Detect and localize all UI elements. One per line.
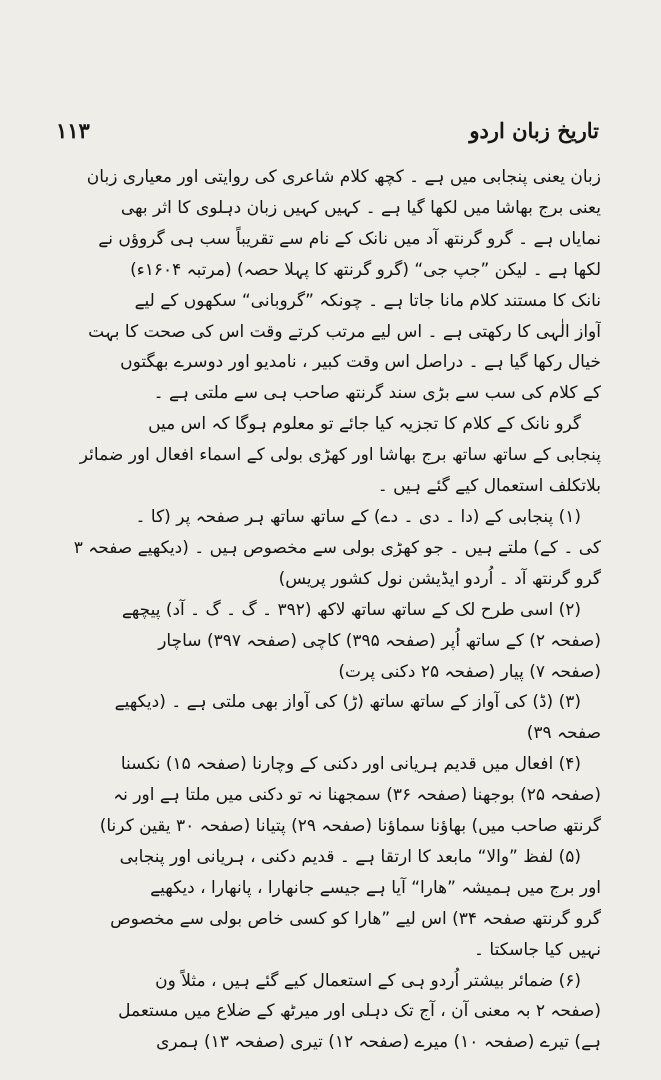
- text-line: بلاتکلف استعمال کیے گئے ہیں ۔: [377, 476, 601, 497]
- body-text: [56, 162, 601, 1053]
- text-line: آواز الٰہی کا رکھتی ہے ۔ اس لیے مرتب کرتے وقت اس کی صحت کا بہت: [88, 321, 601, 342]
- text-line: (۶) ضمائر بیشتر اُردو ہی کے استعمال کیے گئے ہیں ، مثلاً ون: [155, 970, 581, 991]
- running-title: تاریخ زبان اردو: [469, 118, 599, 143]
- page-number: ۱۱۳: [56, 118, 90, 143]
- text-line: کے کلام کی سب سے بڑی سند گرنتھ صاحب ہی سے ملتی ہے ۔: [153, 383, 601, 404]
- text-line: یعنی برج بھاشا میں لکھا گیا ہے ۔ کہیں کہیں زبان دہلوی کا اثر بھی: [120, 197, 601, 218]
- text-line: ہے) تیرے (صفحہ ۱۰) میرے (صفحہ ۱۲) تیری (صفحہ ۱۳) ہمری: [156, 1032, 601, 1053]
- text-line: نہیں کیا جاسکتا ۔: [474, 939, 601, 960]
- text-line: (صفحہ ۷) پیار (صفحہ ۲۵ دکنی پرت): [338, 661, 601, 682]
- text-line: اور برج میں ہمیشہ ”ھارا“ آیا ہے جیسے جانھارا ، پانھارا ، دیکھیے: [150, 877, 601, 898]
- text-line: (۴) افعال میں قدیم ہریانی اور دکنی کے وچارنا (صفحہ ۱۵) نکسنا: [120, 754, 581, 775]
- text-line: (صفحہ ۲) کے ساتھ اُپر (صفحہ ۳۹۵) کاچی (صفحہ ۳۹۷) ساچار: [158, 630, 601, 651]
- text-line: پنجابی کے ساتھ ساتھ برج بھاشا اور کھڑی بولی کے اسماء افعال اور ضمائر: [79, 445, 601, 466]
- text-line: خیال رکھا گیا ہے ۔ دراصل اس وقت کبیر ، نامدیو اور دوسرے بھگتوں: [120, 352, 601, 373]
- text-line: زبان یعنی پنجابی میں ہے ۔ کچھ کلام شاعری کی روایتی اور معیاری زبان: [86, 167, 601, 187]
- text-line: (۳) (ڈ) کی آواز کے ساتھ ساتھ (ڑ) کی آواز بھی ملتی ہے ۔ (دیکھیے: [114, 692, 581, 713]
- text-line: گرو گرنتھ آد ۔ اُردو ایڈیشن نول کشور پریس): [278, 568, 601, 589]
- text-line: صفحہ ۳۹): [526, 723, 601, 744]
- text-line: نمایاں ہے ۔ گرو گرنتھ آد میں نانک کے نام سے تقریباً سب ہی گروؤں نے: [98, 228, 601, 249]
- text-line: (۱) پنجابی کے (دا ۔ دی ۔ دے) کے ساتھ ساتھ ہر صفحہ پر (کا ۔: [135, 506, 581, 527]
- page-header: [56, 112, 599, 152]
- text-line: (۵) لفظ ”والا“ مابعد کا ارتقا ہے ۔ قدیم دکنی ، ہریانی اور پنجابی: [119, 846, 581, 867]
- text-line: نانک کا مستند کلام مانا جاتا ہے ۔ چونکہ ”گروبانی“ سکھوں کے لیے: [134, 290, 601, 311]
- text-line: لکھا ہے ۔ لیکن ”جپ جی“ (گرو گرنتھ کا پہلا حصہ) (مرتبہ ۱۶۰۴ء): [130, 259, 601, 280]
- text-line: گرو گرنتھ صفحہ ۳۴) اس لیے ”ھارا کو کسی خاص بولی سے مخصوص: [110, 908, 601, 929]
- text-line: (۲) اسی طرح لک کے ساتھ ساتھ لاکھ (۳۹۲ ۔ گ ۔ گ ۔ آد) پیچھے: [121, 599, 581, 620]
- text-line: (صفحہ ۲ بہ معنی آن ، آج تک دہلی اور میرٹھ کے ضلاع میں مستعمل: [118, 1001, 601, 1022]
- text-line: گرنتھ صاحب میں) بھاؤنا سماؤنا (صفحہ ۲۹) پتیانا (صفحہ ۳۰ یقین کرنا): [99, 816, 601, 837]
- text-line: گرو نانک کے کلام کا تجزیہ کیا جائے تو معلوم ہوگا کہ اس میں: [148, 414, 581, 435]
- text-line: کی ۔ کے) ملتے ہیں ۔ جو کھڑی بولی سے مخصوص ہیں ۔ (دیکھیے صفحہ ۳: [73, 537, 601, 558]
- text-line: (صفحہ ۲۵) بوجھنا (صفحہ ۳۶) سمجھنا نہ تو دکنی میں ملتا ہے اور نہ: [113, 785, 601, 806]
